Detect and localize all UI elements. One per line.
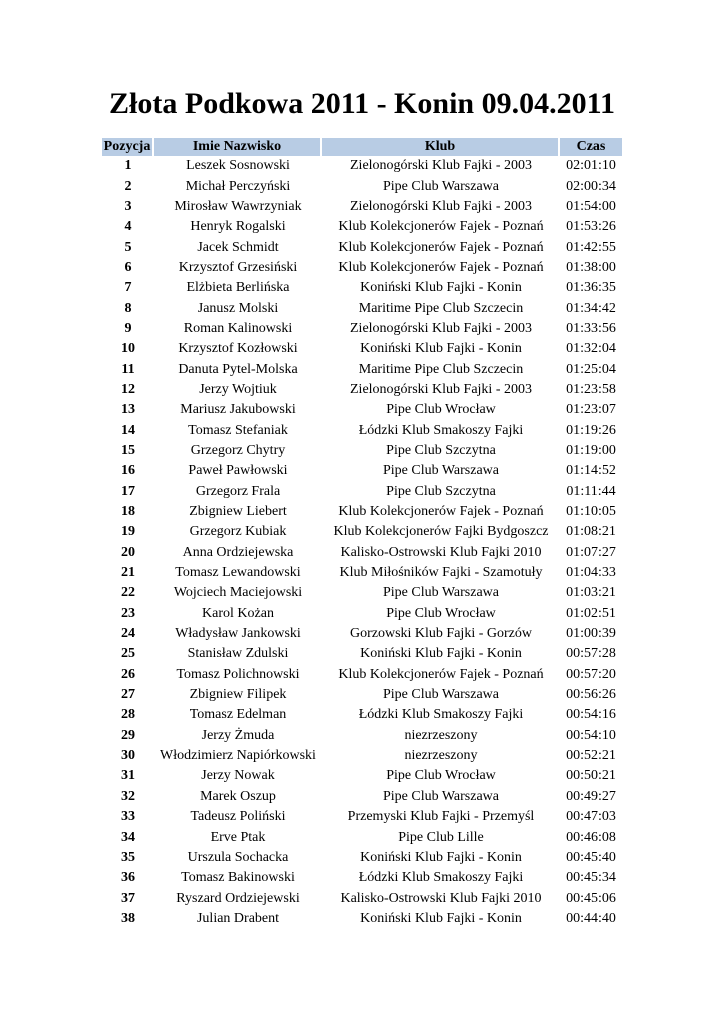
table-row [102,888,622,908]
header-time: Czas [560,138,622,156]
cell-club: Zielonogórski Klub Fajki - 2003 [350,320,532,336]
table-row [102,543,622,563]
cell-name: Karol Kożan [202,605,274,621]
cell-club: Koniński Klub Fajki - Konin [360,910,522,926]
cell-position: 2 [124,178,132,194]
cell-position: 1 [124,158,132,174]
table-row [102,644,622,664]
table-row [102,909,622,929]
cell-club: Koniński Klub Fajki - Konin [360,280,522,296]
cell-club: Pipe Club Szczytna [386,442,496,458]
cell-club: Zielonogórski Klub Fajki - 2003 [350,158,532,174]
cell-club: Pipe Club Wrocław [386,605,496,621]
cell-position: 7 [124,280,132,296]
cell-name: Grzegorz Kubiak [189,524,287,540]
cell-time: 00:44:40 [566,910,616,926]
cell-time: 01:25:04 [566,361,616,377]
cell-name: Paweł Pawłowski [188,463,288,479]
cell-position: 10 [121,341,135,357]
cell-name: Leszek Sosnowski [186,158,290,174]
table-row [102,197,622,217]
cell-position: 19 [121,524,135,540]
cell-position: 14 [121,422,135,438]
table-row [102,665,622,685]
cell-club: niezrzeszony [404,727,478,743]
table-row [102,380,622,400]
table-row [102,441,622,461]
cell-position: 18 [121,504,135,520]
cell-position: 9 [124,320,132,336]
results-table [102,138,622,929]
cell-club: Maritime Pipe Club Szczecin [358,300,524,316]
cell-name: Tomasz Bakinowski [181,870,295,886]
cell-position: 28 [121,707,135,723]
cell-club: Pipe Club Warszawa [382,788,500,804]
table-row [102,237,622,257]
cell-name: Włodzimierz Napiórkowski [160,748,316,764]
cell-club: Przemyski Klub Fajki - Przemyśl [347,809,535,825]
results-body [102,156,622,929]
table-row [102,217,622,237]
table-row [102,583,622,603]
cell-name: Janusz Molski [197,300,279,316]
cell-position: 27 [121,687,135,703]
cell-time: 02:01:10 [566,158,616,174]
cell-time: 01:38:00 [566,259,616,275]
cell-position: 4 [124,219,132,235]
cell-position: 16 [121,463,135,479]
cell-club: Koniński Klub Fajki - Konin [360,849,522,865]
cell-position: 6 [124,259,132,275]
cell-position: 20 [121,544,135,560]
table-row [102,522,622,542]
cell-time: 00:56:26 [566,687,616,703]
page-title: Złota Podkowa 2011 - Konin 09.04.2011 [109,87,615,120]
table-row [102,563,622,583]
cell-time: 01:36:35 [566,280,616,296]
cell-name: Jerzy Żmuda [201,727,275,743]
cell-name: Danuta Pytel-Molska [178,361,298,377]
cell-name: Jacek Schmidt [197,239,279,255]
cell-time: 01:53:26 [566,219,616,235]
cell-club: Zielonogórski Klub Fajki - 2003 [350,381,532,397]
cell-time: 01:19:26 [566,422,616,438]
cell-position: 32 [121,788,135,804]
cell-time: 00:45:40 [566,849,616,865]
cell-name: Tomasz Polichnowski [176,666,300,682]
cell-time: 01:11:44 [566,483,616,499]
cell-position: 12 [121,381,135,397]
cell-position: 15 [121,442,135,458]
table-row [102,868,622,888]
table-row [102,848,622,868]
cell-time: 01:03:21 [566,585,616,601]
cell-time: 01:00:39 [566,626,616,642]
cell-club: Koniński Klub Fajki - Konin [360,646,522,662]
table-row [102,156,622,176]
table-row [102,726,622,746]
cell-name: Tomasz Lewandowski [175,565,301,581]
header-name: Imie Nazwisko [154,138,322,156]
table-row [102,787,622,807]
cell-name: Krzysztof Kozłowski [178,341,298,357]
cell-club: Klub Kolekcjonerów Fajek - Poznań [338,666,544,682]
cell-position: 36 [121,870,135,886]
cell-position: 30 [121,748,135,764]
cell-name: Władysław Jankowski [175,626,301,642]
cell-position: 25 [121,646,135,662]
table-header-row [102,138,622,156]
cell-name: Zbigniew Liebert [189,504,287,520]
cell-position: 24 [121,626,135,642]
cell-club: Klub Kolekcjonerów Fajki Bydgoszcz [333,524,549,540]
table-row [102,319,622,339]
cell-position: 8 [124,300,132,316]
cell-name: Grzegorz Chytry [190,442,286,458]
cell-position: 13 [121,402,135,418]
cell-name: Henryk Rogalski [190,219,286,235]
cell-time: 01:08:21 [566,524,616,540]
cell-name: Elżbieta Berlińska [186,280,290,296]
cell-club: Pipe Club Warszawa [382,585,500,601]
cell-name: Stanisław Zdulski [187,646,289,662]
table-row [102,359,622,379]
table-row [102,420,622,440]
cell-club: Klub Kolekcjonerów Fajek - Poznań [338,504,544,520]
cell-time: 01:33:56 [566,320,616,336]
table-row [102,705,622,725]
cell-name: Marek Oszup [200,788,276,804]
cell-club: niezrzeszony [404,748,478,764]
cell-name: Tomasz Edelman [189,707,287,723]
cell-name: Grzegorz Frala [195,483,281,499]
cell-club: Łódzki Klub Smakoszy Fajki [358,422,524,438]
cell-club: Pipe Club Wrocław [386,402,496,418]
cell-time: 00:57:20 [566,666,616,682]
cell-club: Łódzki Klub Smakoszy Fajki [358,707,524,723]
table-row [102,461,622,481]
cell-time: 01:42:55 [566,239,616,255]
table-row [102,604,622,624]
cell-time: 01:10:05 [566,504,616,520]
header-club: Klub [322,138,560,156]
cell-club: Łódzki Klub Smakoszy Fajki [358,870,524,886]
cell-time: 00:45:06 [566,890,616,906]
cell-name: Ryszard Ordziejewski [176,890,300,906]
cell-name: Krzysztof Grzesiński [178,259,298,275]
cell-name: Urszula Sochacka [187,849,289,865]
cell-time: 02:00:34 [566,178,616,194]
cell-time: 00:54:16 [566,707,616,723]
cell-club: Pipe Club Warszawa [382,463,500,479]
cell-club: Pipe Club Szczytna [386,483,496,499]
cell-time: 00:52:21 [566,748,616,764]
cell-position: 3 [124,198,132,214]
table-row [102,746,622,766]
cell-position: 23 [121,605,135,621]
cell-position: 22 [121,585,135,601]
cell-name: Wojciech Maciejowski [173,585,303,601]
cell-name: Roman Kalinowski [183,320,293,336]
table-row [102,400,622,420]
cell-time: 00:47:03 [566,809,616,825]
cell-name: Tomasz Stefaniak [188,422,288,438]
cell-time: 00:54:10 [566,727,616,743]
cell-club: Pipe Club Warszawa [382,178,500,194]
cell-club: Klub Kolekcjonerów Fajek - Poznań [338,259,544,275]
cell-time: 01:23:58 [566,381,616,397]
cell-club: Maritime Pipe Club Szczecin [358,361,524,377]
cell-club: Klub Miłośników Fajki - Szamotuły [339,565,543,581]
cell-position: 38 [121,910,135,926]
table-row [102,685,622,705]
table-row [102,766,622,786]
cell-position: 34 [121,829,135,845]
cell-position: 17 [121,483,135,499]
cell-position: 5 [124,239,132,255]
table-row [102,176,622,196]
cell-position: 26 [121,666,135,682]
cell-position: 35 [121,849,135,865]
cell-name: Mirosław Wawrzyniak [174,198,302,214]
table-row [102,827,622,847]
table-row [102,298,622,318]
cell-club: Kalisko-Ostrowski Klub Fajki 2010 [340,544,542,560]
cell-club: Zielonogórski Klub Fajki - 2003 [350,198,532,214]
cell-club: Kalisko-Ostrowski Klub Fajki 2010 [340,890,542,906]
cell-time: 00:49:27 [566,788,616,804]
cell-time: 01:04:33 [566,565,616,581]
table-row [102,258,622,278]
cell-time: 01:19:00 [566,442,616,458]
cell-name: Jerzy Nowak [201,768,275,784]
cell-name: Erve Ptak [210,829,266,845]
table-row [102,482,622,502]
cell-time: 00:45:34 [566,870,616,886]
cell-name: Mariusz Jakubowski [180,402,296,418]
cell-time: 01:02:51 [566,605,616,621]
cell-time: 01:07:27 [566,544,616,560]
cell-name: Michał Perczyński [185,178,291,194]
cell-position: 29 [121,727,135,743]
cell-club: Pipe Club Warszawa [382,687,500,703]
cell-club: Pipe Club Lille [398,829,484,845]
cell-time: 01:14:52 [566,463,616,479]
cell-position: 37 [121,890,135,906]
cell-club: Pipe Club Wrocław [386,768,496,784]
cell-time: 01:32:04 [566,341,616,357]
cell-time: 00:50:21 [566,768,616,784]
table-row [102,502,622,522]
cell-name: Zbigniew Filipek [189,687,287,703]
cell-club: Klub Kolekcjonerów Fajek - Poznań [338,239,544,255]
cell-time: 01:23:07 [566,402,616,418]
cell-club: Klub Kolekcjonerów Fajek - Poznań [338,219,544,235]
table-row [102,278,622,298]
cell-club: Gorzowski Klub Fajki - Gorzów [350,626,532,642]
cell-time: 00:46:08 [566,829,616,845]
cell-time: 00:57:28 [566,646,616,662]
table-row [102,339,622,359]
table-row [102,624,622,644]
cell-club: Koniński Klub Fajki - Konin [360,341,522,357]
cell-position: 21 [121,565,135,581]
table-row [102,807,622,827]
cell-name: Tadeusz Poliński [190,809,286,825]
cell-time: 01:34:42 [566,300,616,316]
cell-position: 33 [121,809,135,825]
cell-name: Julian Drabent [196,910,280,926]
cell-name: Jerzy Wojtiuk [199,381,277,397]
cell-position: 31 [121,768,135,784]
cell-position: 11 [121,361,135,377]
header-position: Pozycja [102,138,154,156]
cell-name: Anna Ordziejewska [182,544,294,560]
cell-time: 01:54:00 [566,198,616,214]
